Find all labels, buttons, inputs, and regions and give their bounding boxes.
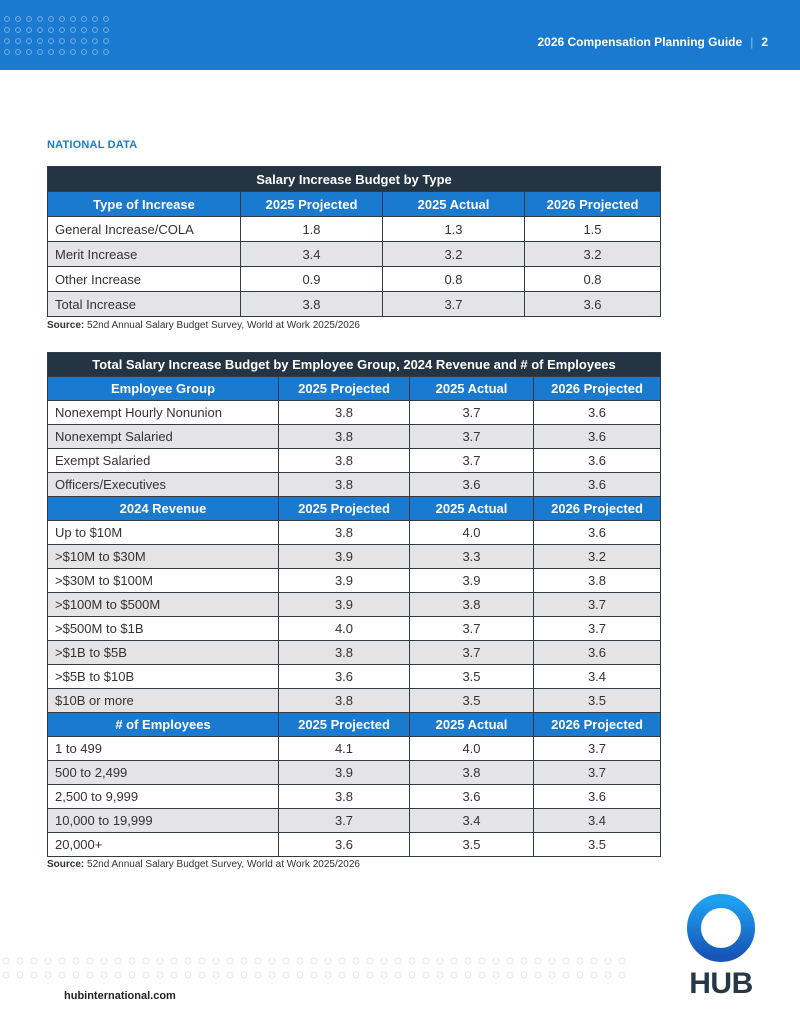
- row-label: 1 to 499: [48, 737, 279, 761]
- guide-title: 2026 Compensation Planning Guide: [537, 35, 743, 49]
- table-cell: 1.3: [383, 217, 525, 242]
- row-label: General Increase/COLA: [48, 217, 241, 242]
- table-cell: 4.1: [279, 737, 410, 761]
- table-row: [48, 833, 661, 857]
- footer-website-link[interactable]: hubinternational.com: [64, 990, 176, 1002]
- table-cell: 4.0: [279, 617, 410, 641]
- table-cell: 3.9: [279, 569, 410, 593]
- table-cell: 3.4: [534, 665, 661, 689]
- row-label: $10B or more: [48, 689, 279, 713]
- column-header: 2026 Projected: [534, 713, 661, 737]
- table-row: [48, 449, 661, 473]
- column-header: 2025 Projected: [241, 192, 383, 217]
- dot-pattern-decoration: [2, 14, 120, 58]
- table-cell: 3.6: [410, 473, 534, 497]
- table-cell: 3.7: [410, 641, 534, 665]
- row-label: Officers/Executives: [48, 473, 279, 497]
- column-header: 2025 Actual: [410, 377, 534, 401]
- table-cell: 3.9: [279, 593, 410, 617]
- table-title-row: [48, 167, 661, 192]
- table-cell: 3.7: [383, 292, 525, 317]
- table-cell: 3.6: [279, 833, 410, 857]
- row-label: >$1B to $5B: [48, 641, 279, 665]
- row-label: 500 to 2,499: [48, 761, 279, 785]
- column-header: # of Employees: [48, 713, 279, 737]
- table-title-row: [48, 353, 661, 377]
- table-cell: 3.6: [534, 641, 661, 665]
- dot-pattern-decoration: [0, 956, 640, 982]
- table-cell: 0.8: [525, 267, 661, 292]
- table-cell: 3.6: [534, 521, 661, 545]
- table-cell: 3.5: [410, 665, 534, 689]
- table-cell: 3.7: [534, 593, 661, 617]
- table-cell: 3.2: [383, 242, 525, 267]
- row-label: >$500M to $1B: [48, 617, 279, 641]
- table-cell: 3.9: [279, 545, 410, 569]
- table-row: [48, 737, 661, 761]
- table-cell: 3.8: [279, 641, 410, 665]
- row-label: Total Increase: [48, 292, 241, 317]
- page-number: 2: [761, 35, 768, 49]
- table-cell: 3.7: [410, 617, 534, 641]
- logo-wordmark: HUB: [689, 967, 753, 998]
- header-bar: [0, 0, 800, 70]
- table-cell: 3.7: [410, 401, 534, 425]
- table-cell: 3.8: [279, 425, 410, 449]
- column-header: 2025 Actual: [410, 497, 534, 521]
- table-cell: 3.5: [410, 689, 534, 713]
- table-row: [48, 617, 661, 641]
- table-cell: 3.4: [241, 242, 383, 267]
- table-cell: 3.8: [279, 785, 410, 809]
- table-cell: 3.2: [534, 545, 661, 569]
- table-cell: 3.8: [279, 449, 410, 473]
- table-title: Total Salary Increase Budget by Employee Group, 2024 Revenue and # of Employees: [48, 353, 661, 377]
- table-cell: 3.2: [525, 242, 661, 267]
- hub-logo: [683, 893, 759, 998]
- row-label: 2,500 to 9,999: [48, 785, 279, 809]
- table-cell: 3.6: [410, 785, 534, 809]
- table-cell: 3.3: [410, 545, 534, 569]
- table-cell: 3.5: [534, 833, 661, 857]
- table-header-row: [48, 713, 661, 737]
- row-label: >$100M to $500M: [48, 593, 279, 617]
- table-cell: 1.8: [241, 217, 383, 242]
- table-header-row: [48, 497, 661, 521]
- table-row: [48, 292, 661, 317]
- column-header: 2026 Projected: [534, 377, 661, 401]
- table-title: Salary Increase Budget by Type: [48, 167, 661, 192]
- table-cell: 3.6: [534, 401, 661, 425]
- table-cell: 3.9: [279, 761, 410, 785]
- source-text: 52nd Annual Salary Budget Survey, World at Work 2025/2026: [87, 859, 360, 870]
- column-header: 2024 Revenue: [48, 497, 279, 521]
- table-cell: 3.6: [525, 292, 661, 317]
- table-cell: 3.8: [279, 473, 410, 497]
- column-header: 2025 Projected: [279, 497, 410, 521]
- table-cell: 3.4: [534, 809, 661, 833]
- table-row: [48, 473, 661, 497]
- table-cell: 3.7: [534, 761, 661, 785]
- table-cell: 3.8: [279, 689, 410, 713]
- column-header: 2025 Actual: [410, 713, 534, 737]
- header-separator: |: [750, 35, 754, 49]
- source-text: 52nd Annual Salary Budget Survey, World at Work 2025/2026: [87, 320, 360, 331]
- row-label: Nonexempt Salaried: [48, 425, 279, 449]
- table-row: [48, 689, 661, 713]
- salary-increase-by-type-table: [47, 166, 661, 317]
- table-row: [48, 569, 661, 593]
- table-row: [48, 242, 661, 267]
- row-label: Exempt Salaried: [48, 449, 279, 473]
- column-header: Type of Increase: [48, 192, 241, 217]
- table-row: [48, 641, 661, 665]
- column-header: 2025 Projected: [279, 713, 410, 737]
- table-cell: 0.9: [241, 267, 383, 292]
- table-cell: 3.8: [410, 761, 534, 785]
- table-cell: 3.6: [534, 785, 661, 809]
- table-row: [48, 785, 661, 809]
- table-cell: 3.8: [279, 521, 410, 545]
- table-header-row: [48, 192, 661, 217]
- table-cell: 1.5: [525, 217, 661, 242]
- table-cell: 3.7: [410, 425, 534, 449]
- table-row: [48, 401, 661, 425]
- table-cell: 3.7: [534, 617, 661, 641]
- source-note: [47, 320, 360, 331]
- row-label: 20,000+: [48, 833, 279, 857]
- row-label: >$30M to $100M: [48, 569, 279, 593]
- table-cell: 3.8: [534, 569, 661, 593]
- table-cell: 3.7: [410, 449, 534, 473]
- row-label: >$10M to $30M: [48, 545, 279, 569]
- row-label: 10,000 to 19,999: [48, 809, 279, 833]
- table-cell: 3.5: [534, 689, 661, 713]
- column-header: 2026 Projected: [534, 497, 661, 521]
- table-cell: 3.8: [279, 401, 410, 425]
- section-label: NATIONAL DATA: [47, 139, 138, 151]
- table-row: [48, 425, 661, 449]
- column-header: Employee Group: [48, 377, 279, 401]
- column-header: 2025 Projected: [279, 377, 410, 401]
- table-row: [48, 665, 661, 689]
- table-header-row: [48, 377, 661, 401]
- table-cell: 4.0: [410, 737, 534, 761]
- table-cell: 0.8: [383, 267, 525, 292]
- column-header: 2026 Projected: [525, 192, 661, 217]
- table-cell: 3.5: [410, 833, 534, 857]
- table-cell: 3.9: [410, 569, 534, 593]
- table-row: [48, 761, 661, 785]
- table-cell: 3.6: [534, 449, 661, 473]
- table-row: [48, 267, 661, 292]
- row-label: Merit Increase: [48, 242, 241, 267]
- source-label: Source:: [47, 320, 85, 331]
- table-cell: 3.8: [410, 593, 534, 617]
- page-header-title: [537, 35, 768, 49]
- table-row: [48, 545, 661, 569]
- table-cell: 4.0: [410, 521, 534, 545]
- row-label: >$5B to $10B: [48, 665, 279, 689]
- column-header: 2025 Actual: [383, 192, 525, 217]
- table-row: [48, 593, 661, 617]
- source-label: Source:: [47, 859, 85, 870]
- row-label: Up to $10M: [48, 521, 279, 545]
- table-row: [48, 217, 661, 242]
- table-cell: 3.4: [410, 809, 534, 833]
- table-cell: 3.6: [534, 425, 661, 449]
- table-cell: 3.7: [279, 809, 410, 833]
- table-cell: 3.6: [279, 665, 410, 689]
- table-row: [48, 809, 661, 833]
- table-cell: 3.6: [534, 473, 661, 497]
- salary-increase-by-group-table: [47, 352, 661, 857]
- source-note: [47, 859, 360, 870]
- row-label: Other Increase: [48, 267, 241, 292]
- table-row: [48, 521, 661, 545]
- row-label: Nonexempt Hourly Nonunion: [48, 401, 279, 425]
- table-cell: 3.8: [241, 292, 383, 317]
- table-cell: 3.7: [534, 737, 661, 761]
